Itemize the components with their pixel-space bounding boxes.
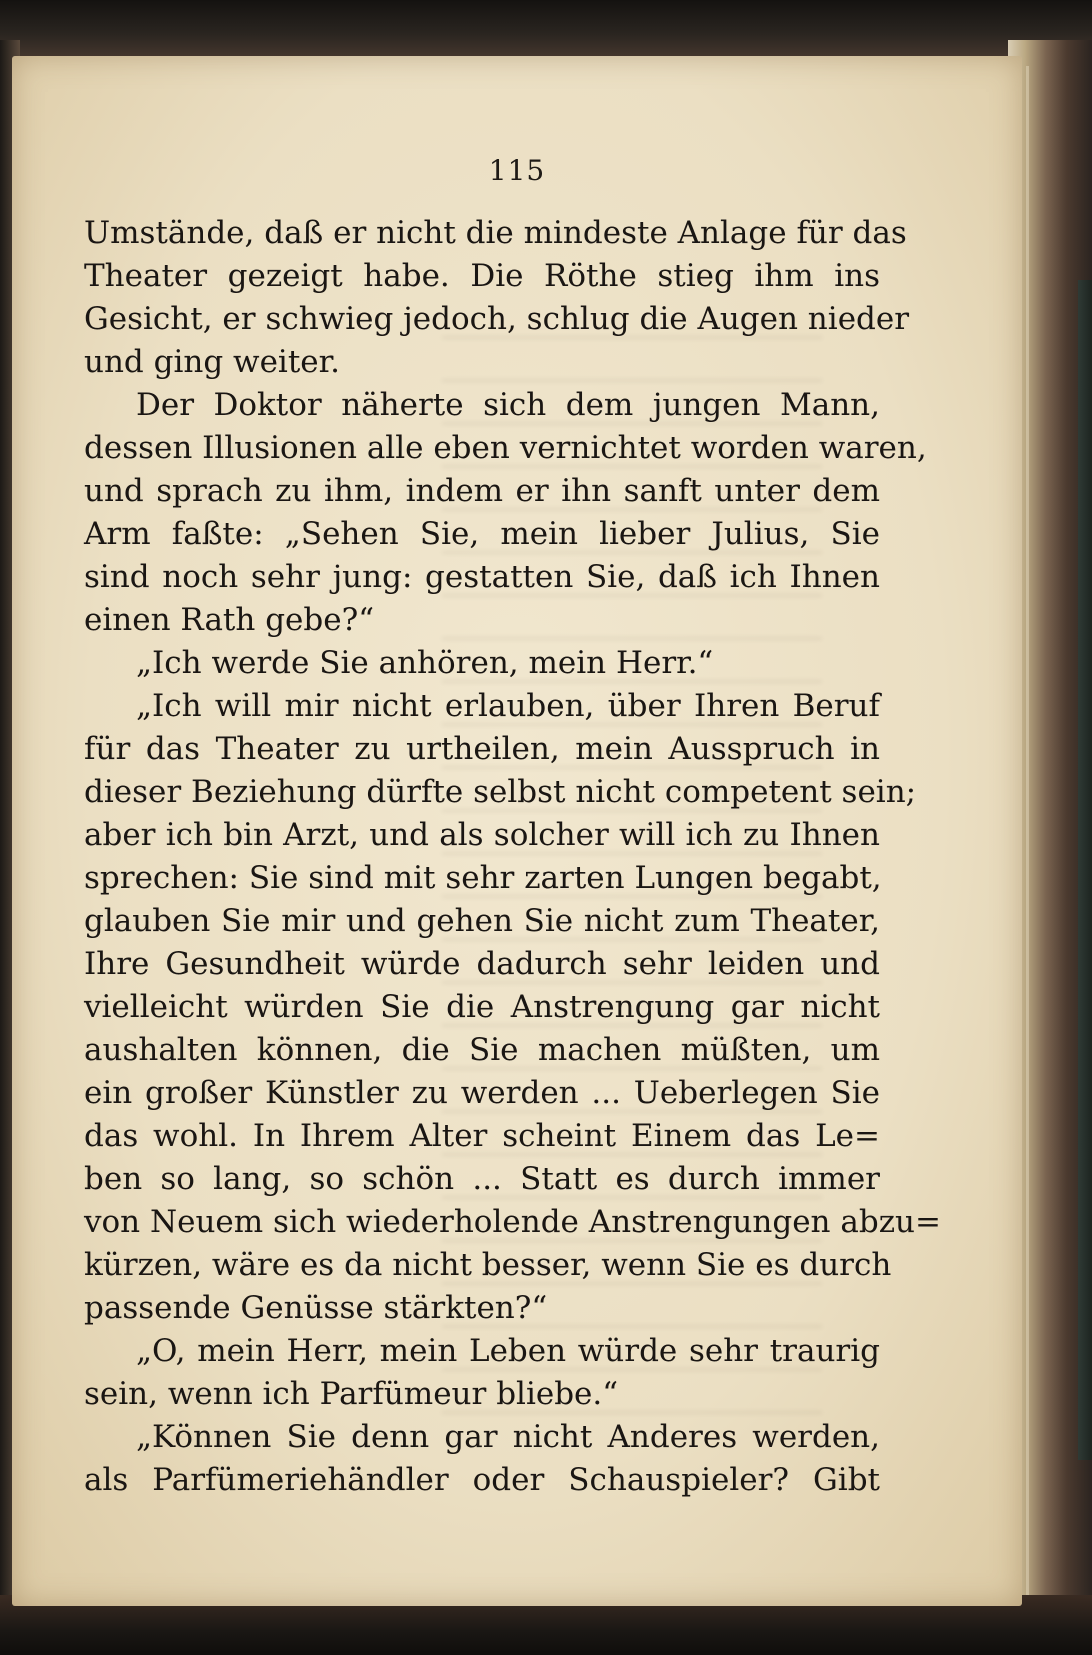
text-line: von Neuem sich wiederholende Anstrengungen abzu= — [84, 1204, 941, 1240]
text-line: Der Doktor näherte sich dem jungen Mann, — [136, 387, 880, 423]
text-line: sprechen: Sie sind mit sehr zarten Lungen begabt, — [84, 860, 882, 896]
text-line: sind noch sehr jung: gestatten Sie, daß ich Ihnen — [84, 559, 880, 595]
text-line: ben so lang, so schön ... Statt es durch immer — [84, 1161, 880, 1197]
text-line: Gesicht, er schwieg jedoch, schlug die Augen nieder — [84, 301, 910, 337]
book-binding-top — [0, 0, 1092, 62]
text-line: Ihre Gesundheit würde dadurch sehr leiden und — [84, 946, 880, 982]
text-line: und sprach zu ihm, indem er ihn sanft unter dem — [84, 473, 880, 509]
text-line: glauben Sie mir und gehen Sie nicht zum Theater, — [84, 903, 880, 939]
text-line: Arm faßte: „Sehen Sie, mein lieber Julius, Sie — [84, 516, 880, 552]
text-line: aushalten können, die Sie machen müßten, um — [84, 1032, 880, 1068]
text-line: das wohl. In Ihrem Alter scheint Einem das Le= — [84, 1118, 880, 1154]
text-line: Umstände, daß er nicht die mindeste Anlage für das — [84, 215, 907, 251]
book-page — [12, 56, 1022, 1606]
text-line: kürzen, wäre es da nicht besser, wenn Sie es durch — [84, 1247, 892, 1283]
text-line: dessen Illusionen alle eben vernichtet worden waren, — [84, 430, 927, 466]
text-line: „O, mein Herr, mein Leben würde sehr traurig — [136, 1333, 880, 1369]
text-line: vielleicht würden Sie die Anstrengung gar nicht — [84, 989, 880, 1025]
text-line: ein großer Künstler zu werden ... Ueberlegen Sie — [84, 1075, 880, 1111]
text-line: „Ich werde Sie anhören, mein Herr.“ — [136, 645, 714, 681]
page-body-text — [84, 212, 941, 1502]
text-line: aber ich bin Arzt, und als solcher will ich zu Ihnen — [84, 817, 880, 853]
text-line: und ging weiter. — [84, 344, 340, 380]
text-line: dieser Beziehung dürfte selbst nicht competent sein; — [84, 774, 917, 810]
text-line: Theater gezeigt habe. Die Röthe stieg ihm ins — [84, 258, 880, 294]
text-line: „Können Sie denn gar nicht Anderes werden, — [136, 1419, 880, 1455]
text-line: passende Genüsse stärkten?“ — [84, 1290, 548, 1326]
text-line: als Parfümeriehändler oder Schauspieler? Gibt — [84, 1462, 880, 1498]
text-line: für das Theater zu urtheilen, mein Ausspruch in — [84, 731, 880, 767]
text-line: sein, wenn ich Parfümeur bliebe.“ — [84, 1376, 619, 1412]
text-line: „Ich will mir nicht erlauben, über Ihren Beruf — [136, 688, 880, 724]
page-number: 115 — [488, 154, 546, 187]
text-line: einen Rath gebe?“ — [84, 602, 375, 638]
